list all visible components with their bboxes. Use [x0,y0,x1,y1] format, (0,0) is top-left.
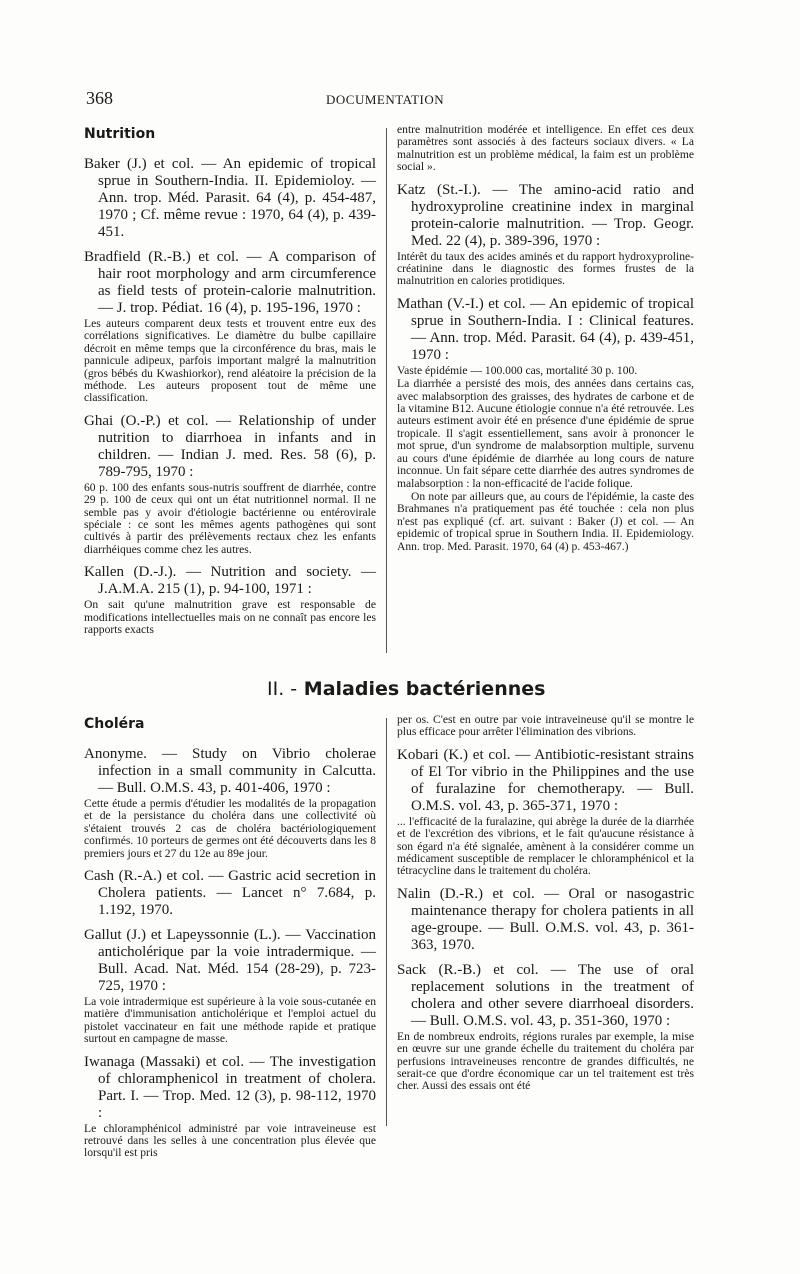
page-number: 368 [86,88,113,108]
reference: Sack (R.-B.) et col. — The use of oral replacement solutions in the treatment of cholera and other severe diarrhoeal disorders. — Bull. O.M.S. vol. 43, p. 351-360, 1970 : [397,961,694,1029]
reference: Cash (R.-A.) et col. — Gastric acid secretion in Cholera patients. — Lancet n° 7.684, p. 1.192, 1970. [84,868,376,919]
reference: Gallut (J.) et Lapeyssonnie (L.). — Vaccination anticholérique par la voie intradermique. — Bull. Acad. Nat. Méd. 154 (28-29), p. 723-725, 1970 : [84,927,376,995]
abstract: En de nombreux endroits, régions rurales par exemple, la mise en œuvre sur une grande échelle du traitement du choléra par perfusions intraveineuses rencontre de grandes difficultés, ne serait-ce que d'ordre économique car un tel traitement est très cher. Aussi des essais ont été [397,1029,694,1093]
reference: Bradfield (R.-B.) et col. — A comparison of hair root morphology and arm circumference as field tests of protein-calorie malnutrition. — J. trop. Pédiat. 16 (4), p. 195-196, 1970 : [84,249,376,316]
abstract: Cette étude a permis d'étudier les modalités de la propagation et de la persistance du choléra dans une collectivité où s'étaient trouvés 2 cas de choléra bactériologiquement confirmés. 10 porteurs de germes ont été découverts dans les 8 premiers jours et 27 du 12e au 89e jour. [84,797,376,860]
bibliography-entry [84,564,376,636]
abstract: Les auteurs comparent deux tests et trouvent entre eux des corrélations significatives. Le diamètre du bulbe capillaire décroit en même temps que la circonférence du bras, mais le pannicule adipeux, parfois important malgré la malnutrition (gros bébés du Kwashiorkor), rend aléatoire la précision de la méthode. Les auteurs proposent tout de même une classification. [84,317,376,405]
abstract: La voie intradermique est supérieure à la voie sous-cutanée en matière d'immunisation anticholérique et l'emploi actuel du pistolet vaccinateur en fait une méthode rapide et pratique surtout en campagne de masse. [84,995,376,1046]
reference: Katz (St.-I.). — The amino-acid ratio and hydroxyproline creatinine index in marginal protein-calorie malnutrition. — Trop. Geogr. Med. 22 (4), p. 389-396, 1970 : [397,181,694,249]
reference: Anonyme. — Study on Vibrio cholerae infection in a small community in Calcutta. — Bull. O.M.S. 43, p. 401-406, 1970 : [84,746,376,796]
subsection-heading-cholera: Choléra [84,716,145,732]
abstract: On note par ailleurs que, au cours de l'épidémie, la caste des Brahmanes n'a pratiquement pas été touchée : cela non plus n'est pas expliqué (cf. art. suivant : Baker (J) et col. — An epidemic of tropical sprue in Southern India. II. Epidemiology. Ann. trop. Med. Parasit. 1970, 64 (4) p. 453-467.) [397,489,694,553]
abstract: 60 p. 100 des enfants sous-nutris souffrent de diarrhée, contre 29 p. 100 de ceux qui ont un état nutritionnel normal. Il ne semble pas y avoir d'étiologie bactérienne ou entérovirale spéciale : ce sont les mêmes agents pathogènes qui sont cultivés à partir des prélèvements rectaux chez les enfants diarrhéiques comme chez les autres. [84,480,376,556]
running-title: DOCUMENTATION [326,92,445,107]
abstract: Le chloramphénicol administré par voie intraveineuse est retrouvé dans les selles à une concentration plus élevée que lorsqu'il est pris [84,1121,376,1160]
reference: Ghai (O.-P.) et col. — Relationship of under nutrition to diarrhoea in infants and in children. — Indian J. med. Res. 58 (6), p. 789-795, 1970 : [84,412,376,480]
section-heading [267,678,545,700]
bibliography-entry [397,886,694,954]
nutrition-left-column [84,124,376,645]
bibliography-entry [84,927,376,1046]
nutrition-right-column [397,124,694,561]
section-number: II. - [267,678,298,700]
abstract: ... l'efficacité de la furalazine, qui abrège la durée de la diarrhée et de l'excrétion des vibrions, et le fait qu'aucune résistance à son égard n'a été signalée, amènent à la considérer comme un médicament susceptible de remplacer le chloramphénicol et la tétracycline dans le traitement du choléra. [397,814,694,878]
bibliography-entry [397,747,694,878]
reference: Kobari (K.) et col. — Antibiotic-resistant strains of El Tor vibrio in the Philippines and the use of furalazine for chemotherapy. — Bull. O.M.S. vol. 43, p. 365-371, 1970 : [397,746,694,814]
bibliography-entry [397,296,694,553]
bibliography-entry [84,156,376,241]
abstract: On sait qu'une malnutrition grave est responsable de modifications intellectuelles mais on ne connaît pas encore les rapports exacts [84,598,376,637]
reference: Kallen (D.-J.). — Nutrition and society. — J.A.M.A. 215 (1), p. 94-100, 1971 : [84,564,376,598]
bibliography-entry [84,249,376,405]
cholera-right-column [397,714,694,1101]
reference: Nalin (D.-R.) et col. — Oral or nasogastric maintenance therapy for cholera patients in all age-groupe. — Bull. O.M.S. vol. 43, p. 361-363, 1970. [397,885,694,953]
bibliography-entry [84,1054,376,1160]
abstract-continuation: per os. C'est en outre par voie intraveineuse qu'il se montre le plus efficace pour arrêter l'élimination des vibrions. [397,713,694,739]
cholera-left-column [84,714,376,1168]
bibliography-entry [84,746,376,860]
abstract: La diarrhée a persisté des mois, des années dans certains cas, avec malabsorption des graisses, des hydrates de carbone et de la vitamine B12. Aucune étiologie connue n'a été retrouvée. Les auteurs estiment avoir été en présence d'une épidémie de sprue tropicale. Il s'agit essentiellement, sans avoir à prononcer le mot sprue, d'un syndrome de malabsorption multiple, survenu au cours d'une épidémie de diarrhée au long cours de nature inconnue. Un fait sépare cette diarrhée des autres syndromes de malabsorption : la non-efficacité de l'acide folique. [397,377,694,490]
reference: Iwanaga (Massaki) et col. — The investigation of chloramphenicol in treatment of cholera. Part. I. — Trop. Med. 12 (3), p. 98-112, 1970 : [84,1053,376,1121]
section-title: Maladies bactériennes [303,678,546,700]
bibliography-entry [397,962,694,1093]
abstract: Intérêt du taux des acides aminés et du rapport hydroxyproline-créatinine dans le diagnostic des formes frustes de la malnutrition en calories protidiques. [397,249,694,288]
column-divider [386,718,387,1126]
abstract-continuation: entre malnutrition modérée et intelligence. En effet ces deux paramètres sont associés à des facteurs sociaux divers. « La malnutrition est un problème médical, la faim est un problème social ». [397,123,694,174]
bibliography-entry [84,413,376,556]
subsection-heading-nutrition: Nutrition [84,126,156,142]
reference: Baker (J.) et col. — An epidemic of tropical sprue in Southern-India. II. Epidemioloy. — Ann. trop. Méd. Parasit. 64 (4), p. 454-487, 1970 ; Cf. même revue : 1970, 64 (4), p. 439-451. [84,156,376,240]
abstract: Vaste épidémie — 100.000 cas, mortalité 30 p. 100. [397,363,638,377]
reference: Mathan (V.-I.) et col. — An epidemic of tropical sprue in Southern-India. I : Clinical features. — Ann. trop. Méd. Parasit. 64 (4), p. 439-451, 1970 : [397,295,694,363]
bibliography-entry [84,868,376,919]
column-divider [386,128,387,653]
bibliography-entry [397,182,694,288]
